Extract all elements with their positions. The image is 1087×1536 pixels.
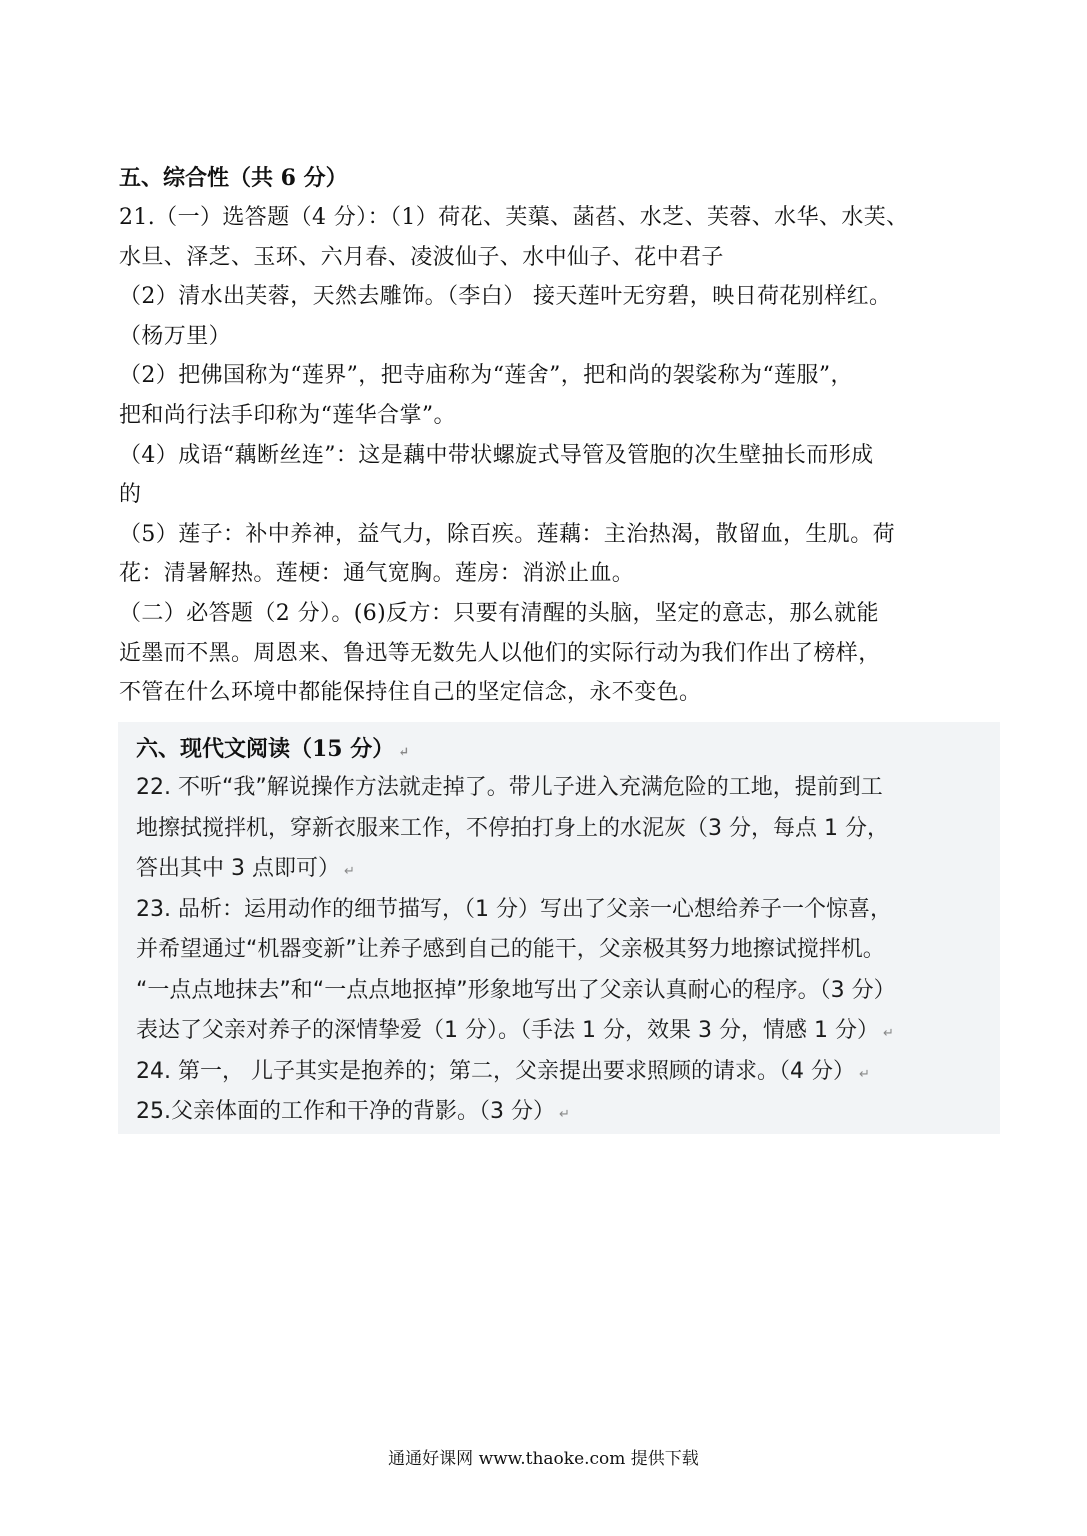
answer-line [136, 849, 996, 890]
answer-line: 并希望通过“机器变新”让养子感到自己的能干，父亲极其努力地擦试搅拌机。 [136, 937, 885, 962]
page-footer: 通通好课网 www.thaoke.com 提供下载 [388, 1449, 699, 1469]
answer-line: 的 [119, 482, 142, 508]
answer-line: （杨万里） [119, 323, 232, 349]
answer-line: 把和尚行法手印称为“莲华合掌”。 [119, 402, 456, 428]
paragraph-mark-icon: ↵ [343, 864, 355, 879]
answer-line: 水旦、泽芝、玉环、六月春、凌波仙子、水中仙子、花中君子 [119, 244, 724, 270]
answer-line: （5）莲子：补中养神，益气力，除百疾。莲藕：主治热渴，散留血，生肌。荷 [119, 521, 895, 547]
answer-line: 花：清暑解热。莲梗：通气宽胸。莲房：消淤止血。 [119, 561, 635, 587]
paragraph-mark-icon: ↵ [858, 1066, 870, 1082]
answer-line: （4）成语“藕断丝连”：这是藕中带状螺旋式导管及管胞的次生壁抽长而形成 [119, 442, 874, 468]
answer-line: 近墨而不黑。周恩来、鲁迅等无数先人以他们的实际行动为我们作出了榜样， [119, 640, 881, 666]
answer-line-text: 答出其中 3 点即可） [136, 856, 340, 881]
answer-line: 22. 不听“我”解说操作方法就走掉了。带儿子进入充满危险的工地，提前到工 [136, 775, 883, 800]
answer-line [136, 1092, 996, 1133]
answer-line: （2）把佛国称为“莲界”，把寺庙称为“莲舍”，把和尚的袈裟称为“莲服”， [119, 363, 853, 389]
section-six-panel [118, 722, 1000, 1134]
answer-line: 不管在什么环境中都能保持住自己的坚定信念，永不变色。 [119, 680, 702, 706]
paragraph-mark-icon: ↵ [398, 745, 410, 760]
answer-line: 23. 品析：运用动作的细节描写，（1 分）写出了父亲一心想给养子一个惊喜， [136, 896, 892, 922]
section-five-heading: 五、综合性（共 6 分） [119, 165, 348, 191]
answer-line: （二）必答题（2 分）。(6)反方：只要有清醒的头脑，坚定的意志，那么就能 [119, 600, 879, 626]
section-six-heading-text: 六、现代文阅读（15 分） [136, 736, 395, 762]
answer-line: （2）清水出芙蓉，天然去雕饰。（李白） 接天莲叶无穷碧，映日荷花别样红。 [119, 284, 892, 310]
answer-line [136, 1011, 996, 1052]
answer-line: 21.（一）选答题（4 分）：（1）荷花、芙蕖、菡萏、水芝、芙蓉、水华、水芙、 [119, 205, 909, 230]
answer-line-text: 24. 第一， 儿子其实是抱养的；第二，父亲提出要求照顾的请求。（4 分） [136, 1058, 855, 1084]
answer-line [136, 1052, 996, 1093]
paragraph-mark-icon: ↵ [882, 1026, 894, 1041]
answer-line-text: 25.父亲体面的工作和干净的背影。（3 分） [136, 1099, 555, 1124]
answer-line: “一点点地抹去”和“一点点地抠掉”形象地写出了父亲认真耐心的程序。（3 分） [136, 977, 896, 1003]
paragraph-mark-icon: ↵ [558, 1107, 570, 1122]
answer-line-text: 表达了父亲对养子的深情挚爱（1 分）。（手法 1 分，效果 3 分，情感 1 分） [136, 1018, 879, 1043]
section-five [119, 160, 979, 713]
section-six-heading [136, 730, 996, 768]
answer-line: 地擦拭搅拌机，穿新衣服来工作，不停拍打身上的水泥灰（3 分，每点 1 分， [136, 815, 889, 841]
